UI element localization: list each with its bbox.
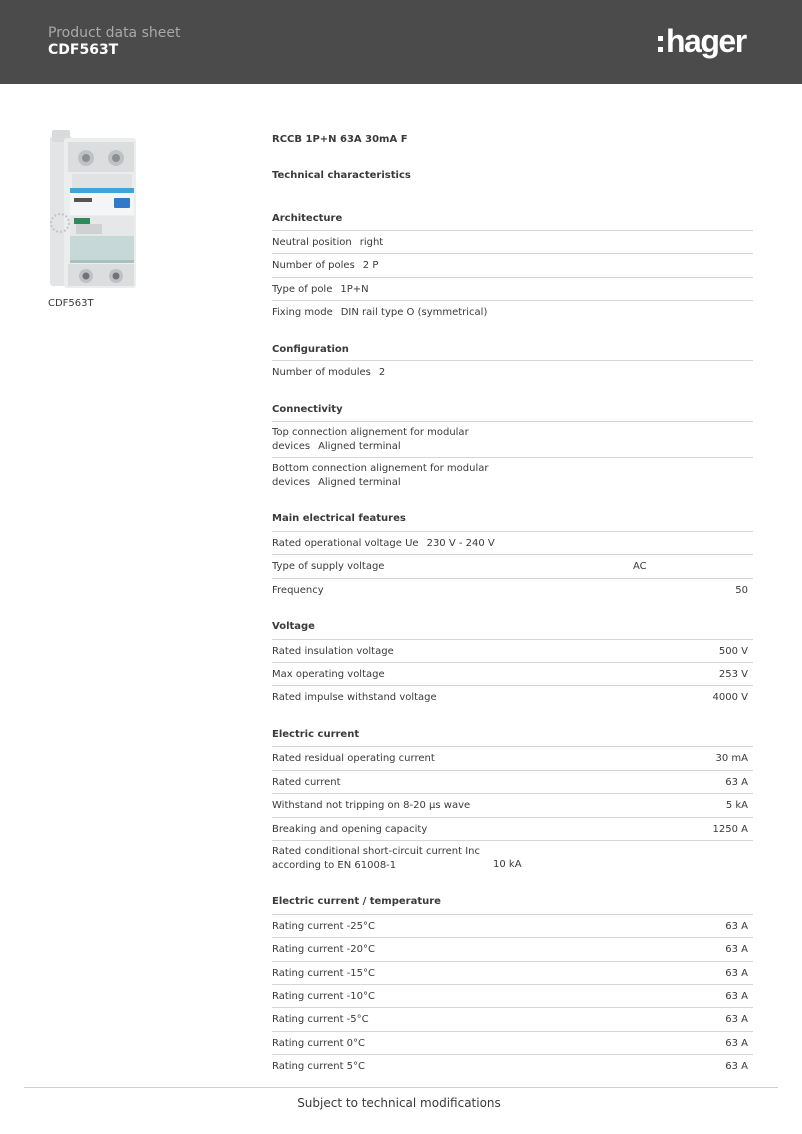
hager-logo xyxy=(658,24,746,58)
row-label-line2: devices xyxy=(272,477,311,488)
row-value: 1250 A xyxy=(712,824,748,835)
footer-divider xyxy=(24,1087,778,1088)
row-label: Rated residual operating current xyxy=(272,753,435,764)
product-caption: CDF563T xyxy=(48,298,94,309)
table-row xyxy=(272,1054,753,1077)
row-value: 63 A xyxy=(725,921,748,932)
row-label: Withstand not tripping on 8-20 µs wave xyxy=(272,800,471,811)
row-label: Rating current -15°C xyxy=(272,968,375,979)
table-row xyxy=(272,1007,753,1030)
row-label: Rated impulse withstand voltage xyxy=(272,692,437,703)
table-row xyxy=(272,230,753,253)
section-title-current-temperature: Electric current / temperature xyxy=(272,896,441,907)
footer-disclaimer: Subject to technical modifications xyxy=(297,1096,501,1110)
row-label: Type of pole xyxy=(272,284,333,295)
row-label: Number of poles xyxy=(272,260,355,271)
table-row xyxy=(272,746,753,769)
table-row xyxy=(272,300,753,323)
row-label: Neutral position xyxy=(272,237,352,248)
row-label: Max operating voltage xyxy=(272,669,385,680)
row-label: Bottom connection alignement for modular xyxy=(272,463,489,474)
section-title-connectivity: Connectivity xyxy=(272,404,343,415)
row-value: 4000 V xyxy=(712,692,748,703)
table-row xyxy=(272,277,753,300)
table-row xyxy=(272,937,753,960)
section-title-configuration: Configuration xyxy=(272,344,349,355)
row-label: Breaking and opening capacity xyxy=(272,824,428,835)
table-row xyxy=(272,554,753,577)
logo-colon-icon xyxy=(658,36,663,52)
row-value: 63 A xyxy=(725,777,748,788)
row-value: 50 xyxy=(735,585,748,596)
row-value: 230 V - 240 V xyxy=(426,538,495,549)
table-row xyxy=(272,531,753,554)
document-type: Product data sheet xyxy=(48,25,181,41)
table-row xyxy=(272,914,753,937)
row-label: Top connection alignement for modular xyxy=(272,427,469,438)
row-value: DIN rail type O (symmetrical) xyxy=(340,307,488,318)
row-label: Rated insulation voltage xyxy=(272,646,394,657)
table-row xyxy=(272,360,753,383)
row-value: 63 A xyxy=(725,991,748,1002)
row-label: Rating current 5°C xyxy=(272,1061,366,1072)
row-value: Aligned terminal xyxy=(318,441,401,452)
section-title-electric-current: Electric current xyxy=(272,729,360,740)
row-label: Rating current -5°C xyxy=(272,1014,369,1025)
row-value: 30 mA xyxy=(715,753,748,764)
table-row xyxy=(272,662,753,685)
table-row xyxy=(272,840,753,876)
row-value: Aligned terminal xyxy=(318,477,401,488)
table-row xyxy=(272,770,753,793)
row-label-line2: according to EN 61008-1 xyxy=(272,860,397,871)
table-row xyxy=(272,1031,753,1054)
section-title-architecture: Architecture xyxy=(272,213,343,224)
row-label: Number of modules xyxy=(272,367,371,378)
table-row xyxy=(272,793,753,816)
section-title-voltage: Voltage xyxy=(272,621,315,632)
row-value: AC xyxy=(633,561,647,572)
technical-characteristics-title: Technical characteristics xyxy=(272,170,411,181)
section-title-main-electrical: Main electrical features xyxy=(272,513,406,524)
product-reference: CDF563T xyxy=(48,42,119,58)
table-row xyxy=(272,578,753,601)
row-value: 2 xyxy=(378,367,386,378)
row-label: Frequency xyxy=(272,585,324,596)
row-label: Rating current -10°C xyxy=(272,991,375,1002)
row-label: Fixing mode xyxy=(272,307,333,318)
table-row xyxy=(272,421,753,457)
rccb-device-image xyxy=(46,128,138,292)
row-label-line2: devices xyxy=(272,441,311,452)
table-row xyxy=(272,817,753,840)
row-label: Rating current -25°C xyxy=(272,921,375,932)
table-row xyxy=(272,639,753,662)
row-value: 10 kA xyxy=(493,859,522,870)
row-label: Rated operational voltage Ue xyxy=(272,538,419,549)
row-label: Rating current 0°C xyxy=(272,1038,366,1049)
row-value: 63 A xyxy=(725,1038,748,1049)
row-value: 5 kA xyxy=(725,800,748,811)
table-row xyxy=(272,685,753,708)
row-value: right xyxy=(359,237,384,248)
table-row xyxy=(272,253,753,276)
row-label: Type of supply voltage xyxy=(272,561,385,572)
logo-text: hager xyxy=(666,22,746,59)
page-header xyxy=(0,0,802,84)
row-value: 63 A xyxy=(725,944,748,955)
row-value: 500 V xyxy=(718,646,748,657)
product-description: RCCB 1P+N 63A 30mA F xyxy=(272,134,408,145)
row-label: Rated current xyxy=(272,777,341,788)
row-label: Rated conditional short-circuit current Inc xyxy=(272,846,481,857)
row-label: Rating current -20°C xyxy=(272,944,375,955)
table-row xyxy=(272,961,753,984)
table-row xyxy=(272,984,753,1007)
row-value: 63 A xyxy=(725,1061,748,1072)
row-value: 253 V xyxy=(718,669,748,680)
row-value: 63 A xyxy=(725,1014,748,1025)
table-row xyxy=(272,457,753,493)
row-value: 2 P xyxy=(362,260,379,271)
row-value: 63 A xyxy=(725,968,748,979)
row-value: 1P+N xyxy=(340,284,369,295)
